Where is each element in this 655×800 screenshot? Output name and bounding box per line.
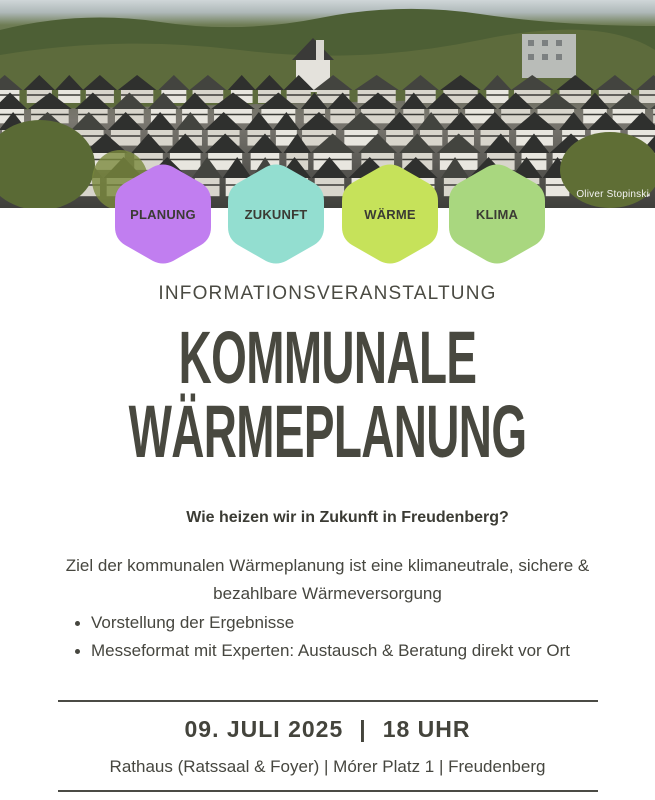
- badge-label: WÄRME: [364, 206, 416, 222]
- badge-label: PLANUNG: [130, 206, 196, 222]
- title-line-2: WÄRMEPLANUNG: [128, 390, 527, 473]
- event-time: 18 UHR: [382, 716, 471, 742]
- badge-label: ZUKUNFT: [244, 206, 308, 222]
- photo-credit: Oliver Stopinski: [576, 189, 649, 200]
- list-item: Messeformat mit Experten: Austausch & Beratung direkt vor Ort: [75, 637, 645, 665]
- event-date-time: [0, 716, 655, 743]
- bullet-list: [75, 609, 645, 665]
- badge-label: KLIMA: [475, 206, 519, 222]
- badge-klima: [447, 163, 547, 265]
- date-time-separator: |: [359, 716, 367, 742]
- divider-top: [58, 700, 598, 702]
- title-line-1: KOMMUNALE: [178, 316, 477, 399]
- event-venue: Rathaus (Ratssaal & Foyer) | Mórer Platz 1 | Freudenberg: [109, 757, 546, 776]
- badge-waerme: [340, 163, 440, 265]
- badge-planung: [113, 163, 213, 265]
- badge-zukunft: [226, 163, 326, 265]
- list-item: Vorstellung der Ergebnisse: [75, 609, 645, 637]
- lead-question: Wie heizen wir in Zukunft in Freudenberg?: [186, 509, 509, 526]
- intro-text: Ziel der kommunalen Wärmeplanung ist eine klimaneutrale, sichere & bezahlbare Wärmeversorgung: [65, 556, 590, 603]
- event-date: 09. JULI 2025: [184, 716, 344, 742]
- divider-bottom: [58, 790, 598, 792]
- event-type-heading: INFORMATIONSVERANSTALTUNG: [158, 283, 497, 304]
- badge-row: [0, 163, 655, 267]
